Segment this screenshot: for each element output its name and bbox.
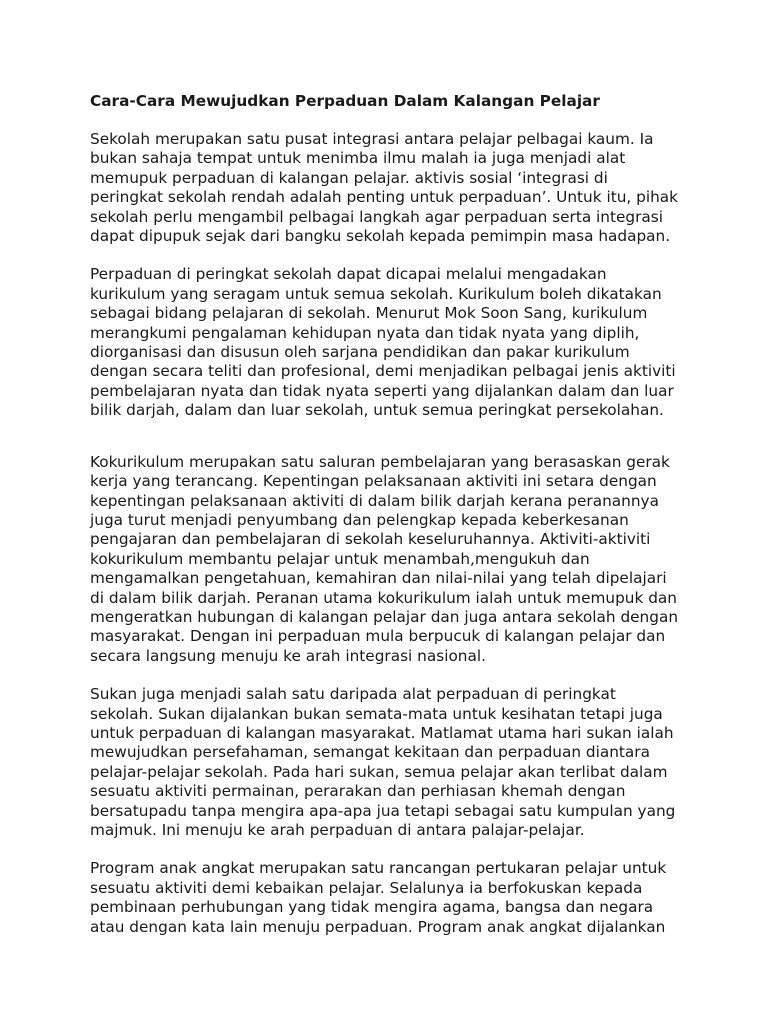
paragraph-line: peringkat sekolah rendah adalah penting untuk perpaduan’. Untuk itu, pihak xyxy=(90,188,679,207)
paragraph-line: untuk perpaduan di kalangan masyarakat. Matlamat utama hari sukan ialah xyxy=(90,723,674,742)
paragraph-line: pelajar-pelajar sekolah. Pada hari sukan, semua pelajar akan terlibat dalam xyxy=(90,762,668,781)
paragraph-line: mengamalkan pengetahuan, kemahiran dan nilai-nilai yang telah dipelajari xyxy=(90,569,667,588)
paragraph-gap xyxy=(90,246,690,265)
paragraph-line: bilik darjah, dalam dan luar sekolah, untuk semua peringkat persekolahan. xyxy=(90,401,664,420)
paragraph-line: majmuk. Ini menuju ke arah perpaduan di antara palajar-pelajar. xyxy=(90,821,585,839)
paragraph-line: kerja yang terancang. Kepentingan pelaksanaan aktiviti ini setara dengan xyxy=(90,472,657,491)
paragraph-line: dapat dipupuk sejak dari bangku sekolah kepada pemimpin masa hadapan. xyxy=(90,227,671,246)
paragraph-line: sesuatu aktiviti permainan, perarakan dan perhiasan khemah dengan xyxy=(90,782,626,801)
paragraph-line: Sekolah merupakan satu pusat integrasi antara pelajar pelbagai kaum. Ia xyxy=(90,130,654,148)
paragraph-line: bersatupadu tanpa mengira apa-apa jua tetapi sebagai satu kumpulan yang xyxy=(90,801,676,820)
paragraph-line: dengan secara teliti dan profesional, demi menjadikan pelbagai jenis aktiviti xyxy=(90,362,676,381)
paragraph-line: pembelajaran nyata dan tidak nyata seperti yang dijalankan dalam dan luar xyxy=(90,381,674,400)
paragraph-2 xyxy=(90,265,690,420)
paragraph-line: juga turut menjadi penyumbang dan pelengkap kepada keberkesanan xyxy=(90,510,629,529)
document-title: Cara-Cara Mewujudkan Perpaduan Dalam Kalangan Pelajar xyxy=(90,92,600,110)
paragraph-line: diorganisasi dan disusun oleh sarjana pendidikan dan pakar kurikulum xyxy=(90,343,630,362)
paragraph-line: sekolah. Sukan dijalankan bukan semata-mata untuk kesihatan tetapi juga xyxy=(90,704,663,723)
paragraph-line: secara langsung menuju ke arah integrasi nasional. xyxy=(90,646,486,665)
paragraph-1 xyxy=(90,130,690,246)
paragraph-line: Sukan juga menjadi salah satu daripada alat perpaduan di peringkat xyxy=(90,685,616,704)
paragraph-gap xyxy=(90,840,690,859)
document-body xyxy=(90,92,690,937)
paragraph-line: Perpaduan di peringkat sekolah dapat dicapai melalui mengadakan xyxy=(90,265,607,284)
paragraph-line: sekolah perlu mengambil pelbagai langkah agar perpaduan serta integrasi xyxy=(90,207,664,226)
paragraph-line: mewujudkan persefahaman, semangat kekitaan dan perpaduan diantara xyxy=(90,743,650,762)
paragraph-5 xyxy=(90,859,690,937)
paragraph-line: kepentingan pelaksanaan aktiviti di dalam bilik darjah kerana peranannya xyxy=(90,491,659,510)
paragraph-gap xyxy=(90,421,690,453)
paragraph-line: pembinaan perhubungan yang tidak mengira agama, bangsa dan negara xyxy=(90,898,654,917)
paragraph-4 xyxy=(90,685,690,840)
paragraph-3 xyxy=(90,453,690,666)
paragraph-line: masyarakat. Dengan ini perpaduan mula berpucuk di kalangan pelajar dan xyxy=(90,627,666,646)
paragraph-line: merangkumi pengalaman kehidupan nyata dan tidak nyata yang diplih, xyxy=(90,323,640,342)
paragraph-line: sebagai bidang pelajaran di sekolah. Menurut Mok Soon Sang, kurikulum xyxy=(90,304,648,323)
paragraph-line: kurikulum yang seragam untuk semua sekolah. Kurikulum boleh dikatakan xyxy=(90,284,662,303)
paragraph-line: mengeratkan hubungan di kalangan pelajar dan juga antara sekolah dengan xyxy=(90,607,679,626)
paragraph-line: atau dengan kata lain menuju perpaduan. Program anak angkat dijalankan xyxy=(90,917,666,936)
paragraph-line: pengajaran dan pembelajaran di sekolah keseluruhannya. Aktiviti-aktiviti xyxy=(90,530,651,549)
paragraph-line: Program anak angkat merupakan satu rancangan pertukaran pelajar untuk xyxy=(90,859,667,878)
paragraph-line: sesuatu aktiviti demi kebaikan pelajar. Selalunya ia berfokuskan kepada xyxy=(90,878,643,897)
paragraph-line: memupuk perpaduan di kalangan pelajar. aktivis sosial ‘integrasi di xyxy=(90,168,608,187)
paragraph-line: Kokurikulum merupakan satu saluran pembelajaran yang berasaskan gerak xyxy=(90,452,670,471)
paragraph-gap xyxy=(90,666,690,685)
paragraph-line: kokurikulum membantu pelajar untuk menambah,mengukuh dan xyxy=(90,549,590,568)
paragraph-line: di dalam bilik darjah. Peranan utama kokurikulum ialah untuk memupuk dan xyxy=(90,588,677,607)
paragraph-line: bukan sahaja tempat untuk menimba ilmu malah ia juga menjadi alat xyxy=(90,149,626,168)
